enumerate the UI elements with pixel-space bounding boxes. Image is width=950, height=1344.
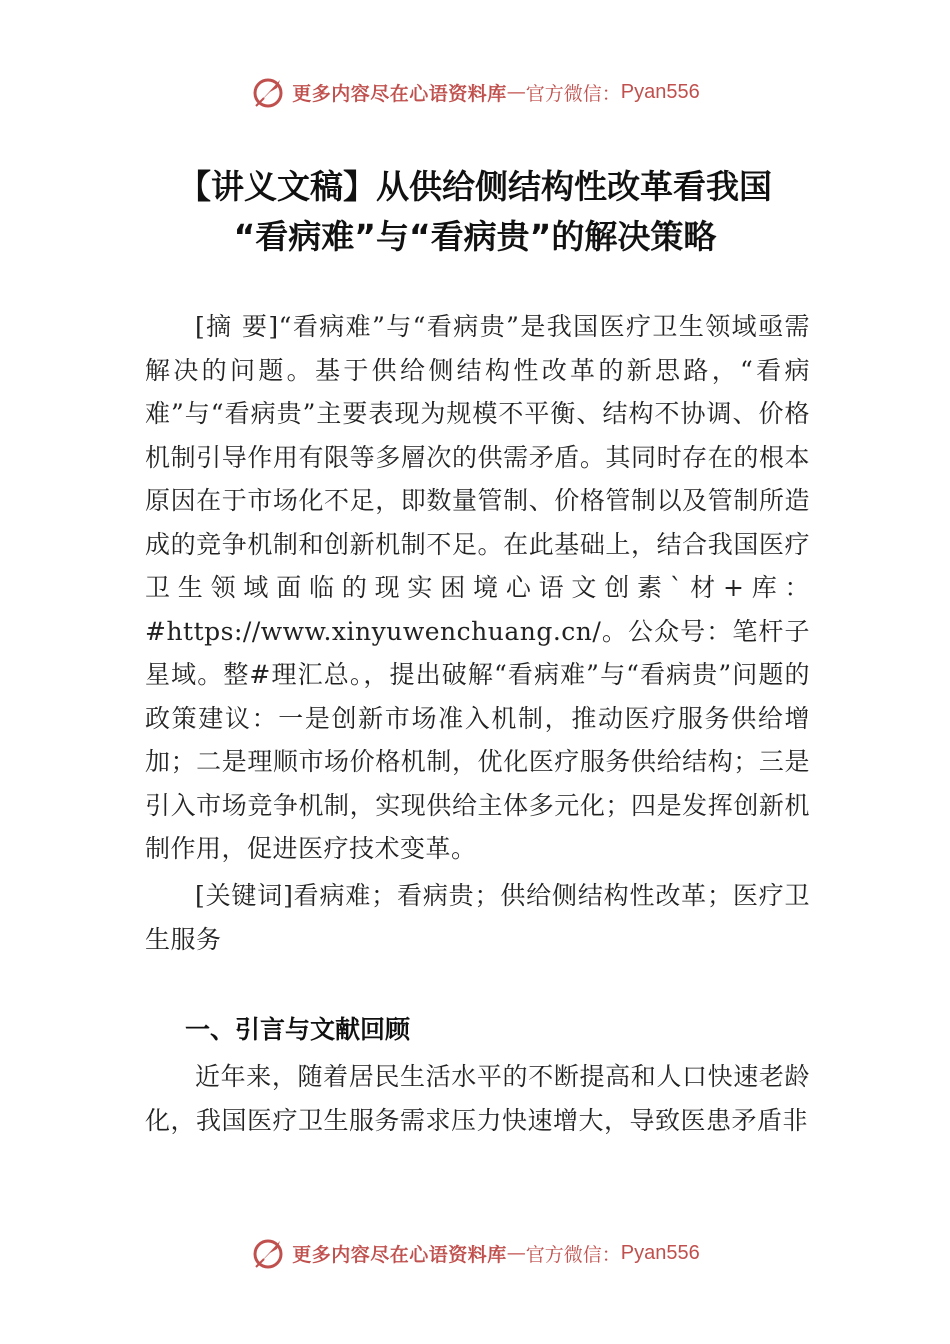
banner-dash: — [506,81,526,103]
section-heading: 一、引言与文献回顾 [185,1015,411,1044]
keywords-paragraph: [关键词]看病难；看病贵；供给侧结构性改革；医疗卫生服务 [145,881,810,954]
banner-wechat-id: Pyan556 [620,80,700,103]
title-line-2: “看病难”与“看病贵”的解决策略 [233,217,717,256]
intro-paragraph: 近年来，随着居民生活水平的不断提高和人口快速老龄化，我国医疗卫生服务需求压力快速增大，导致医患矛盾非 [145,1062,810,1135]
title-line-1: 【讲义文稿】从供给侧结构性改革看我国 [178,167,772,206]
quill-circle-icon [250,74,286,110]
abstract-paragraph: [摘 要]“看病难”与“看病贵”是我国医疗卫生领域亟需解决的问题。基于供给侧结构性改革的新思路，“看病难”与“看病贵”主要表现为规模不平衡、结构不协调、价格机制引导作用有限等多層次的供需矛盾。其同时存在的根本原因在于市场化不足，即数量管制、价格管制以及管制所造成的竞争机制和创新机制不足。在此基础上，结合我国医疗卫生领域面临的现实困境心语文创素`材+库：#https://www.xinyuwenchuang.cn/。公众号：笔杆子星域。整#理汇总。，提出破解“看病难”与“看病贵”问题的政策建议：一是创新市场准入机制，推动医疗服务供给增加；二是理顺市场价格机制，优化医疗服务供给结构；三是引入市场竞争机制，实现供给主体多元化；四是发挥创新机制作用，促进医疗技术变革。 [145,312,810,863]
banner-wechat-label: 官方微信： [525,1243,621,1266]
banner-wechat-label: 官方微信： [525,82,621,105]
document-title [100,162,850,262]
footer-banner [0,1233,950,1273]
banner-dash: — [506,1242,526,1264]
banner-wechat-id: Pyan556 [620,1241,700,1264]
banner-brand: 更多内容尽在心语资料库 [292,82,507,105]
quill-circle-icon [250,1235,286,1271]
banner-brand: 更多内容尽在心语资料库 [292,1243,507,1266]
header-banner [0,72,950,112]
